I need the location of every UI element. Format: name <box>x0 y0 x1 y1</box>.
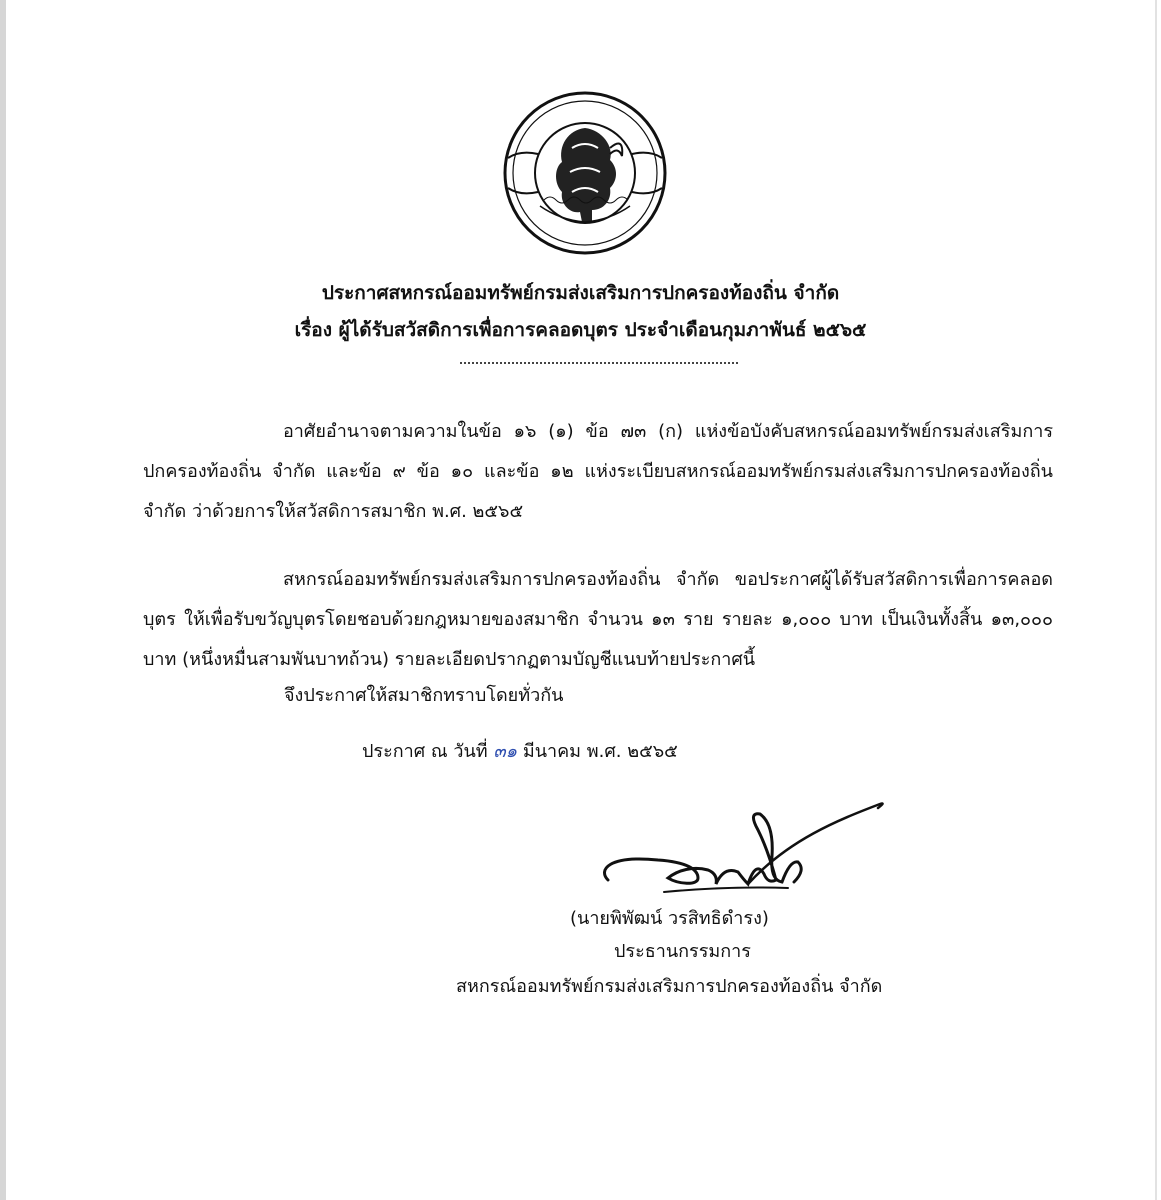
paragraph-authority: อาศัยอำนาจตามความในข้อ ๑๖ (๑) ข้อ ๗๓ (ก) แห่งข้อบังคับสหกรณ์ออมทรัพย์กรมส่งเสริมการปกครองท้องถิ่น จำกัด และข้อ ๙ ข้อ ๑๐ และข้อ ๑๒ แห่งระเบียบสหกรณ์ออมทรัพย์กรมส่งเสริมการปกครองท้องถิ่น จำกัด ว่าด้วยการให้สวัสดิการสมาชิก พ.ศ. ๒๕๖๕ <box>143 421 1053 522</box>
cooperative-seal-logo <box>500 88 670 258</box>
signatory-position: ประธานกรรมการ <box>614 941 751 962</box>
paragraph-announcement: สหกรณ์ออมทรัพย์กรมส่งเสริมการปกครองท้องถิ่น จำกัด ขอประกาศผู้ได้รับสวัสดิการเพื่อการคลอดบุตร ให้เพื่อรับขวัญบุตรโดยชอบด้วยกฎหมายของสมาชิก จำนวน ๑๓ ราย รายละ ๑,๐๐๐ บาท เป็นเงินทั้งสิ้น ๑๓,๐๐๐ บาท (หนึ่งหมื่นสามพันบาทถ้วน) รายละเอียดปรากฏตามบัญชีแนบท้ายประกาศนี้ <box>143 569 1053 670</box>
dotted-divider <box>460 362 738 364</box>
announcement-subject: เรื่อง ผู้ได้รับสวัสดิการเพื่อการคลอดบุตร ประจำเดือนกุมภาพันธ์ ๒๕๖๕ <box>294 319 867 341</box>
scan-edge-right <box>1155 0 1157 1200</box>
date-day: ๓๑ <box>493 741 518 762</box>
date-year: พ.ศ. ๒๕๖๕ <box>586 741 678 762</box>
signatory-name: (นายพิพัฒน์ วรสิทธิดำรง) <box>570 908 769 929</box>
signatory-organization: สหกรณ์ออมทรัพย์กรมส่งเสริมการปกครองท้องถิ่น จำกัด <box>456 976 883 997</box>
date-prefix: ประกาศ ณ วันที่ <box>362 741 488 762</box>
handwritten-signature <box>598 800 888 900</box>
announcement-title: ประกาศสหกรณ์ออมทรัพย์กรมส่งเสริมการปกครองท้องถิ่น จำกัด <box>321 282 840 304</box>
date-month: มีนาคม <box>522 741 582 762</box>
announcement-date <box>362 736 678 765</box>
closing-line: จึงประกาศให้สมาชิกทราบโดยทั่วกัน <box>284 685 564 706</box>
scan-edge-left <box>0 0 6 1200</box>
